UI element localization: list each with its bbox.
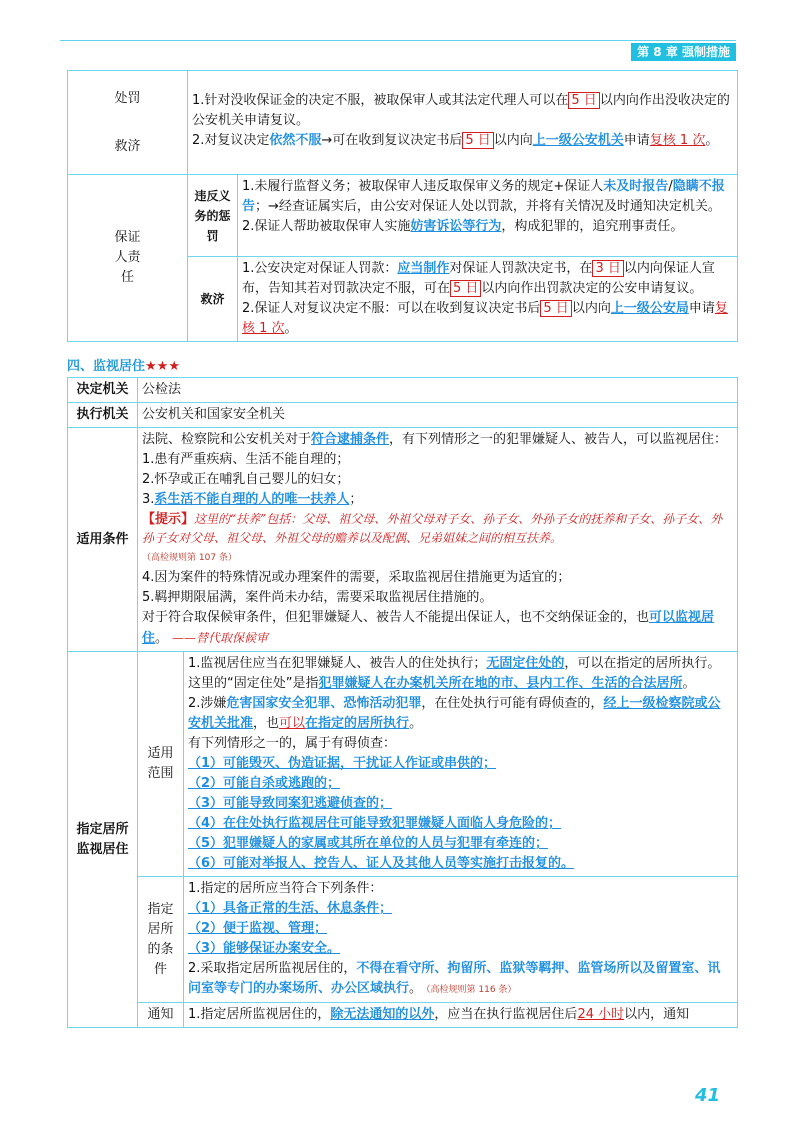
- scope-item: （5）犯罪嫌疑人的家属或其所在单位的人员与犯罪有牵连的；: [188, 836, 549, 851]
- apply-label: 适用条件: [68, 428, 138, 652]
- chapter-tag: 第 8 章 强制措施: [631, 43, 736, 61]
- apply-tip-source: （高检规则第 107 条）: [142, 553, 237, 563]
- violate-label: 违反义务的惩罚: [188, 175, 238, 257]
- page-header: [60, 40, 736, 59]
- section-stars: ★★★: [145, 359, 180, 374]
- label-punish: 处罚: [114, 90, 141, 106]
- decide-value: 公检法: [138, 378, 738, 403]
- exec-label: 执行机关: [68, 403, 138, 428]
- apply-item-5: 5.羁押期限届满，案件尚未办结，需要采取监视居住措施的。: [142, 590, 493, 605]
- notify-label: 通知: [138, 1003, 184, 1028]
- punish-line-2: 2.对复议决定依然不服→可在收到复议决定书后 5 日 以内向上一级公安机关申请复核 1 次。: [192, 133, 719, 148]
- relief-label: 救济: [188, 257, 238, 342]
- apply-item-1: 1.患有严重疾病、生活不能自理的；: [142, 452, 350, 467]
- cond-content: 1.指定的居所应当符合下列条件： （1）具备正常的生活、休息条件； （2）便于监视、管理； （3）能够保证办案安全。 2.采取指定居所监视居住的，不得在看守所、拘留所、监狱等羁押、监管场所以及留置室、讯问室等专门的办案场所、办公区域执行。 （高检规则第 116 条）: [184, 877, 738, 1003]
- scope-content: 1.监视居住应当在犯罪嫌疑人、被告人的住处执行；无固定住处的，可以在指定的居所执行。这里的“固定住处”是指犯罪嫌疑人在办案机关所在地的市、县内工作、生活的合法居所。 2.涉嫌危害国家安全犯罪、恐怖活动犯罪，在住处执行可能有碍侦查的，经上一级检察院或公安机关批准，也可以在指定的居所执行。 有下列情形之一的，属于有碍侦查： （1）可能毁灭、伪造证据，干扰证人作证或串供的； （2）可能自杀或逃跑的； （3）可能导致同案犯逃避侦查的； （4）在住处执行监视居住可能导致犯罪嫌疑人面临人身危险的； （5）犯罪嫌疑人的家属或其所在单位的人员与犯罪有牵连的； （6）可能对举报人、控告人、证人及其他人员等实施打击报复的。: [184, 652, 738, 877]
- scope-intro: 有下列情形之一的，属于有碍侦查：: [188, 736, 397, 751]
- punish-line-1: 1.针对没收保证金的决定不服，被取保审人或其法定代理人可以在 5 日 以内向作出没收决定的公安机关申请复议。: [192, 93, 730, 128]
- guarantor-label: 保证人责任: [68, 175, 188, 342]
- designated-label: 指定居所监视居住: [68, 652, 138, 1028]
- decide-label: 决定机关: [68, 378, 138, 403]
- punish-relief-label: [68, 71, 188, 175]
- scope-item: （3）可能导致同案犯逃避侦查的；: [188, 796, 393, 811]
- cond-item: （1）具备正常的生活、休息条件；: [188, 901, 393, 916]
- apply-content: 法院、检察院和公安机关对于符合逮捕条件，有下列情形之一的犯罪嫌疑人、被告人，可以监视居住： 1.患有严重疾病、生活不能自理的； 2.怀孕或正在哺乳自己婴儿的妇女； 3.系生活不能自理的人的唯一扶养人； 【提示】这里的“扶养”包括：父母、祖父母、外祖父母对子女、孙子女、外孙子女的抚养和子女、孙子女、外孙子女对父母、祖父母、外祖父母的赡养以及配偶、兄弟姐妹之间的相互扶养。 （高检规则第 107 条） 4.因为案件的特殊情况或办理案件的需要，采取监视居住措施更为适宜的； 5.羁押期限届满，案件尚未办结，需要采取监视居住措施的。 对于符合取保候审条件，但犯罪嫌疑人、被告人不能提出保证人，也不交纳保证金的，也可以监视居住。 ——替代取保候审: [138, 428, 738, 652]
- guarantee-table: [67, 70, 738, 342]
- cond-label: 指定居所的条件: [138, 877, 184, 1003]
- residential-surveillance-table: [67, 377, 738, 1028]
- label-relief: 救济: [114, 138, 141, 154]
- section-title: [67, 357, 737, 377]
- apply-item-2: 2.怀孕或正在哺乳自己婴儿的妇女；: [142, 472, 350, 487]
- section-title-text: 四、监视居住: [67, 359, 146, 374]
- apply-item-4: 4.因为案件的特殊情况或办理案件的需要，采取监视居住措施更为适宜的；: [142, 570, 571, 585]
- scope-item: （1）可能毁灭、伪造证据，干扰证人作证或串供的；: [188, 756, 497, 771]
- cond-item: （3）能够保证办案安全。: [188, 941, 341, 956]
- scope-item: （6）可能对举报人、控告人、证人及其他人员等实施打击报复的。: [188, 856, 575, 871]
- punish-relief-content: [188, 71, 738, 175]
- page-number: 41: [694, 1085, 720, 1106]
- scope-item: （2）可能自杀或逃跑的；: [188, 776, 341, 791]
- relief-content: 1.公安决定对保证人罚款：应当制作对保证人罚款决定书，在 3 日 以内向保证人宣布，告知其若对罚款决定不服，可在 5 日 以内向作出罚款决定的公安申请复议。 2.保证人对复议决定不服：可以在收到复议决定书后 5 日 以内向上一级公安局申请复核 1 次。: [238, 257, 738, 342]
- violate-content: 1.未履行监督义务；被取保审人违反取保审义务的规定+保证人未及时报告/隐瞒不报告；→经查证属实后，由公安对保证人处以罚款，并将有关情况及时通知决定机关。 2.保证人帮助被取保审人实施妨害诉讼等行为，构成犯罪的，追究刑事责任。: [238, 175, 738, 257]
- notify-content: 1.指定居所监视居住的，除无法通知的以外，应当在执行监视居住后24 小时以内，通知: [184, 1003, 738, 1028]
- cond-item: （2）便于监视、管理；: [188, 921, 328, 936]
- scope-item: （4）在住处执行监视居住可能导致犯罪嫌疑人面临人身危险的；: [188, 816, 562, 831]
- cond-intro: 1.指定的居所应当符合下列条件：: [188, 881, 383, 896]
- scope-label: 适用范围: [138, 652, 184, 877]
- exec-value: 公安机关和国家安全机关: [138, 403, 738, 428]
